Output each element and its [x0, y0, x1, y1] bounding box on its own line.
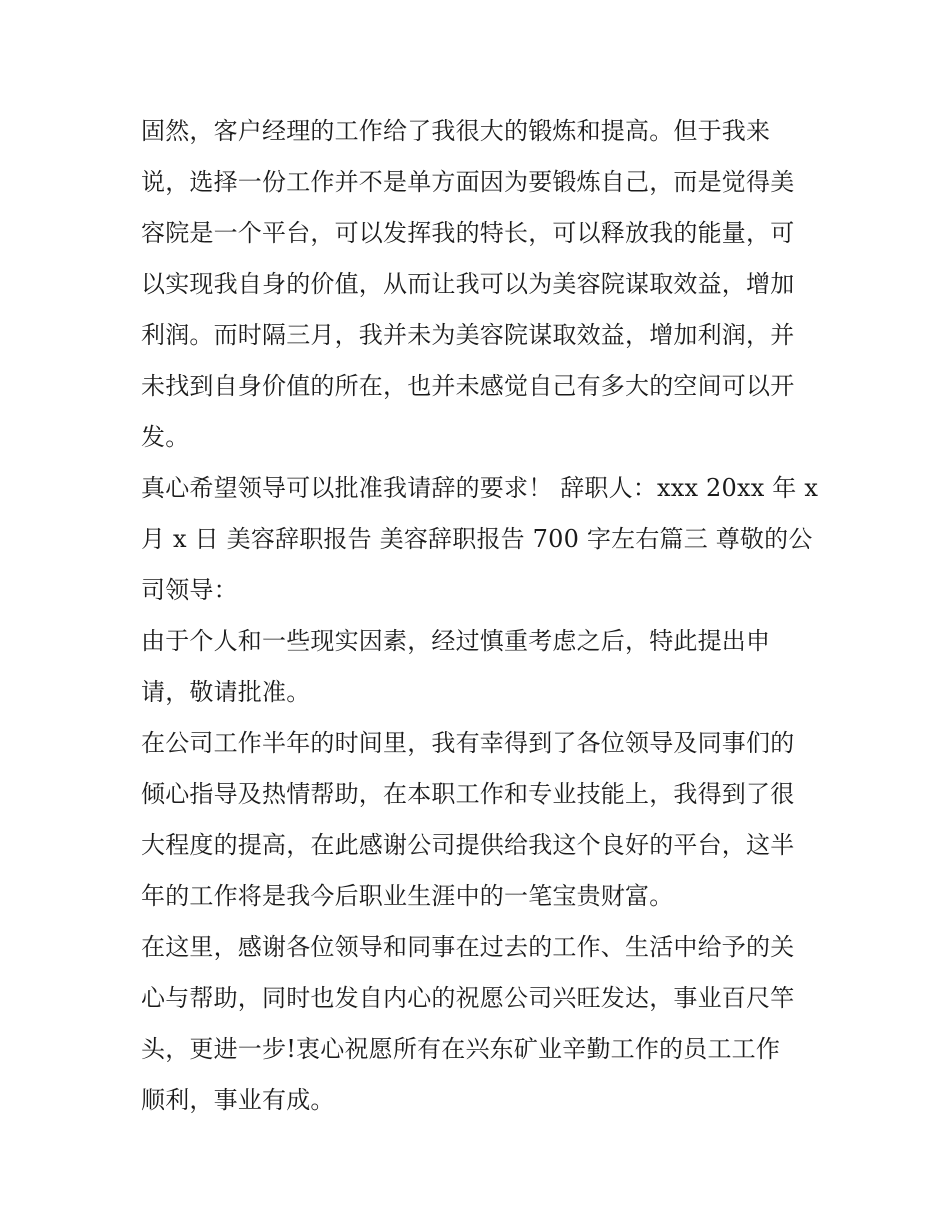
- paragraph-4: [141, 718, 821, 922]
- paragraph-1: [141, 106, 821, 463]
- document-body: [141, 106, 821, 1126]
- text-line: 发。: [141, 423, 190, 451]
- text-line: 在这里，感谢各位领导和同事在过去的工作、生活中给予的关: [141, 933, 795, 961]
- paragraph-3: [141, 616, 821, 718]
- text-line: 请，敬请批准。: [141, 678, 311, 706]
- text-line: 心与帮助，同时也发自内心的祝愿公司兴旺发达，事业百尺竿: [141, 984, 795, 1012]
- text-line: 利润。而时隔三月，我并未为美容院谋取效益，增加利润，并: [141, 321, 795, 349]
- text-line: 说，选择一份工作并不是单方面因为要锻炼自己，而是觉得美: [141, 168, 795, 196]
- text-line: 司领导：: [141, 576, 238, 604]
- text-line: 年的工作将是我今后职业生涯中的一笔宝贵财富。: [141, 882, 674, 910]
- text-line: 倾心指导及热情帮助，在本职工作和专业技能上，我得到了很: [141, 780, 795, 808]
- text-line: 未找到自身价值的所在，也并未感觉自己有多大的空间可以开: [141, 372, 795, 400]
- text-line: 在公司工作半年的时间里，我有幸得到了各位领导及同事们的: [141, 729, 795, 757]
- text-line: 以实现我自身的价值，从而让我可以为美容院谋取效益，增加: [141, 270, 795, 298]
- text-line: 由于个人和一些现实因素，经过慎重考虑之后，特此提出申: [141, 627, 771, 655]
- text-line: 真心希望领导可以批准我请辞的要求！ 辞职人：xxx 20xx 年 x: [141, 474, 819, 502]
- text-line: 顺利，事业有成。: [141, 1086, 335, 1114]
- text-line: 大程度的提高，在此感谢公司提供给我这个良好的平台，这半: [141, 831, 795, 859]
- text-line: 固然，客户经理的工作给了我很大的锻炼和提高。但于我来: [141, 117, 771, 145]
- text-line: 容院是一个平台，可以发挥我的特长，可以释放我的能量，可: [141, 219, 795, 247]
- paragraph-5: [141, 922, 821, 1126]
- text-line: 月 x 日 美容辞职报告 美容辞职报告 700 字左右篇三 尊敬的公: [141, 525, 813, 553]
- paragraph-2: [141, 463, 821, 616]
- text-line: 头，更进一步!衷心祝愿所有在兴东矿业辛勤工作的员工工作: [141, 1035, 781, 1063]
